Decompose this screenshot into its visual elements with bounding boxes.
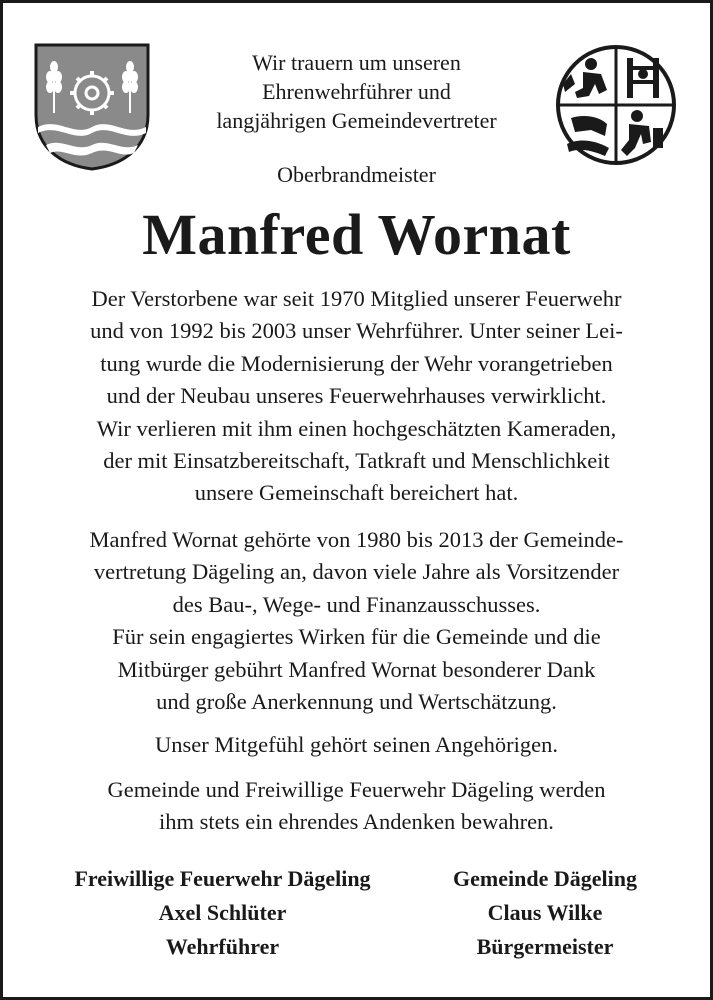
text-line: Unser Mitgefühl gehört seinen Angehörigen. bbox=[154, 732, 559, 757]
signature-block-fire-brigade bbox=[30, 862, 415, 964]
signature-person: Claus Wilke bbox=[487, 900, 603, 925]
text-line: tung wurde die Modernisierung der Wehr vorangetrieben bbox=[100, 350, 613, 376]
text-line: der mit Einsatzbereitschaft, Tatkraft und Menschlichkeit bbox=[103, 448, 610, 474]
deceased-rank: Oberbrandmeister bbox=[277, 162, 436, 187]
text-line: ihm stets ein ehrendes Andenken bewahren. bbox=[159, 809, 554, 835]
deceased-name: Manfred Wornat bbox=[142, 202, 571, 267]
tribute-paragraph-municipality bbox=[20, 524, 693, 718]
text-line: vertretung Dägeling an, davon viele Jahre als Vorsitzender bbox=[93, 559, 620, 585]
signature-person: Axel Schlüter bbox=[158, 900, 287, 925]
signature-organization: Gemeinde Dägeling bbox=[453, 866, 637, 891]
text-line: Der Verstorbene war seit 1970 Mitglied unserer Feuerwehr bbox=[91, 286, 622, 311]
intro-line: Wir trauern um unseren bbox=[252, 50, 461, 75]
intro-heading bbox=[160, 48, 553, 135]
text-line: des Bau-, Wege- und Finanzausschusses. bbox=[172, 591, 541, 617]
text-line: Manfred Wornat gehörte von 1980 bis 2013 der Gemeinde- bbox=[89, 527, 624, 552]
text-line: und der Neubau unseres Feuerwehrhauses verwirklicht. bbox=[106, 383, 607, 409]
intro-line: Ehrenwehrführer und bbox=[262, 79, 451, 104]
text-line: Für sein engagiertes Wirken für die Gemeinde und die bbox=[112, 624, 601, 650]
signature-role: Wehrführer bbox=[165, 934, 280, 959]
tribute-paragraph-fire-brigade bbox=[20, 283, 693, 510]
fire-brigade-emblem-icon bbox=[555, 44, 677, 166]
text-line: und große Anerkennung und Wertschätzung. bbox=[156, 689, 557, 715]
text-line: Gemeinde und Freiwillige Feuerwehr Dägeling werden bbox=[107, 777, 606, 802]
signature-block-municipality bbox=[410, 862, 680, 964]
text-line: Mitbürger gebührt Manfred Wornat besonderer Dank bbox=[117, 656, 596, 682]
remembrance-paragraph bbox=[20, 774, 693, 839]
signature-role: Bürgermeister bbox=[476, 934, 614, 959]
municipal-coat-of-arms-icon bbox=[32, 41, 152, 172]
signature-organization: Freiwillige Feuerwehr Dägeling bbox=[74, 866, 371, 891]
text-line: unsere Gemeinschaft bereichert hat. bbox=[194, 480, 519, 506]
text-line: Wir verlieren mit ihm einen hochgeschätzten Kameraden, bbox=[96, 415, 617, 441]
condolence-line bbox=[20, 729, 693, 761]
text-line: und von 1992 bis 2003 unser Wehrführer. Unter seiner Lei- bbox=[90, 318, 623, 344]
intro-line: langjährigen Gemeindevertreter bbox=[216, 108, 497, 133]
